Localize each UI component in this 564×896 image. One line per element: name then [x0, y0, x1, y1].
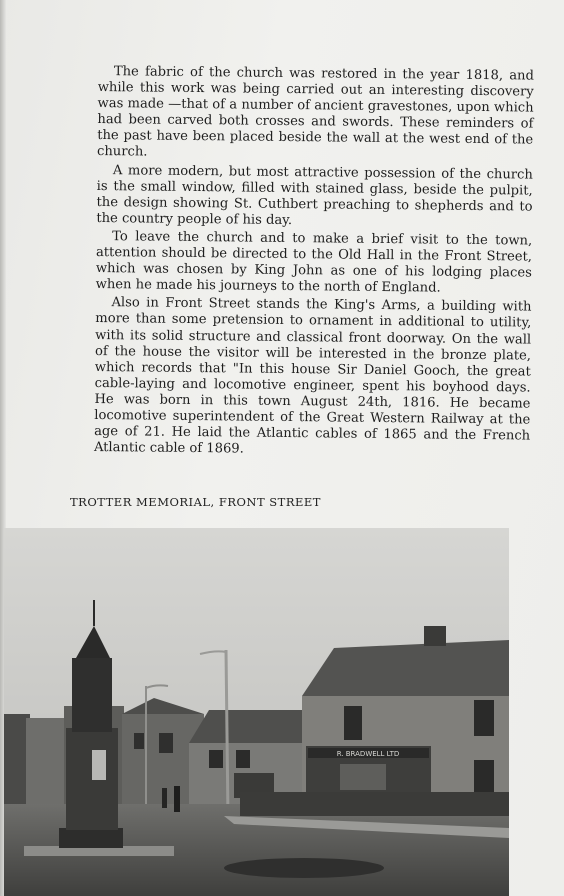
shop-sign-text: R. BRADWELL LTD [336, 750, 400, 758]
photo-caption: TROTTER MEMORIAL, FRONT STREET [70, 495, 321, 509]
paragraph-old-hall: To leave the church and to make a brief visit to the town, attention should be directed to the Old Hall in the Front Street, which was chosen by King John as one of his lodging places when he made his journeys to the north of England. [95, 229, 533, 296]
paragraph-kings-arms: Also in Front Street stands the King's Arms, a building with more than some pretension to ornament in additional to utility, with its solid structure and classical front doorway. On the wall of the house the visitor will be interested in the bronze plate, which records that "In this house Sir Daniel Gooch, the great cable-laying and locomotive engineer, spent his boyhood days. He was born in this town August 24th, 1816. He became locomotive superintendent of the Great Western Railway at the age of 21. He laid the Atlantic cables of 1865 and the French Atlantic cable of 1869. [93, 295, 532, 457]
body-text [94, 64, 534, 463]
paragraph-stained-glass: A more modern, but most attractive possession of the church is the small window, filled with stained glass, beside the pulpit, the design showing St. Cuthbert preaching to shepherds and to the country people of his day. [96, 162, 533, 228]
paragraph-church-restoration: The fabric of the church was restored in the year 1818, and while this work was being carried out an interesting discovery was made —that of a number of ancient gravestones, upon which had been carved both crosses and swords. These reminders of the past have been placed beside the wall at the west end of the church. [97, 64, 534, 160]
photograph-trotter-memorial [4, 528, 509, 896]
